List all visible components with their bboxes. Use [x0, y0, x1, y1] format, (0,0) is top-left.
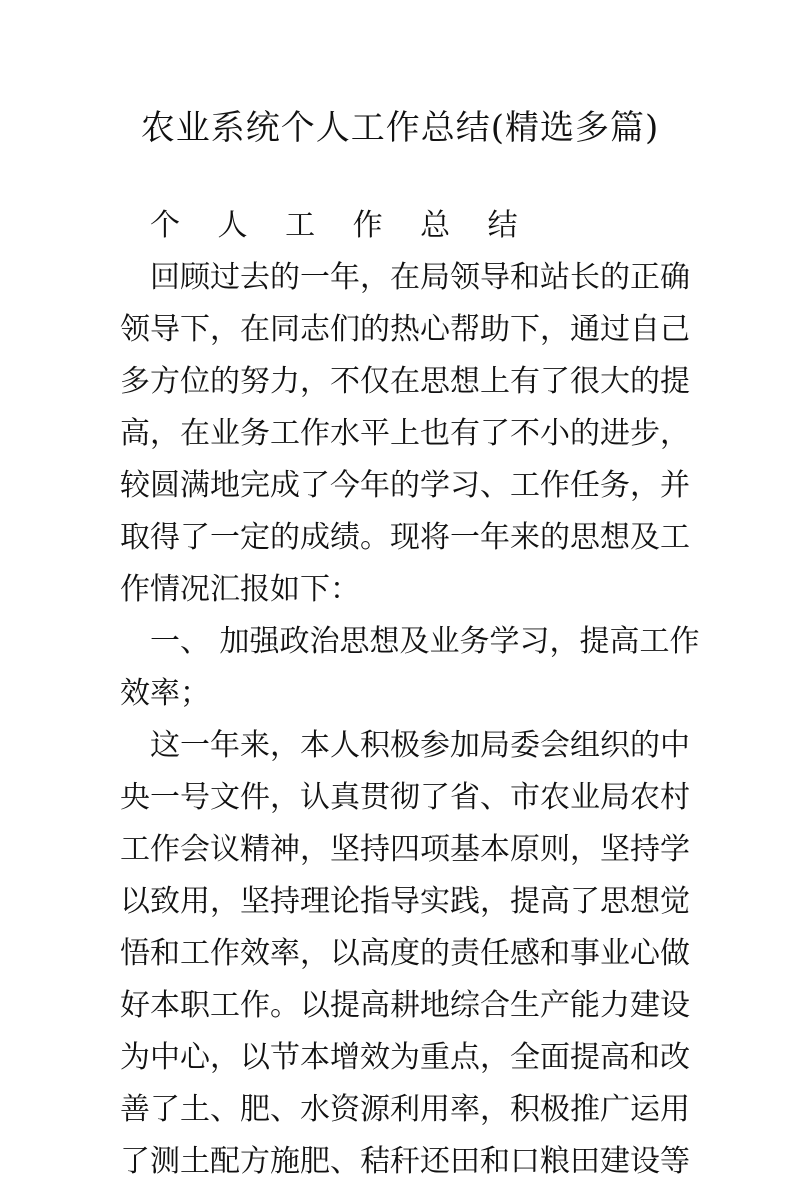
paragraph-line: 领导下，在同志们的热心帮助下，通过自己	[120, 312, 690, 347]
paragraph-line: 较圆满地完成了今年的学习、工作任务，并	[120, 468, 690, 503]
paragraph-line: 悟和工作效率，以高度的责任感和事业心做	[120, 936, 690, 971]
paragraph-line: 了测土配方施肥、秸秆还田和口粮田建设等	[120, 1144, 690, 1179]
paragraph-line: 取得了一定的成绩。现将一年来的思想及工	[120, 520, 690, 555]
paragraph-line: 以致用，坚持理论指导实践，提高了思想觉	[120, 884, 690, 919]
paragraph-line: 高，在业务工作水平上也有了不小的进步，	[120, 416, 690, 451]
paragraph-line: 善了土、肥、水资源利用率，积极推广运用	[120, 1092, 690, 1127]
paragraph-line: 央一号文件，认真贯彻了省、市农业局农村	[120, 780, 690, 815]
paragraph-line: 回顾过去的一年，在局领导和站长的正确	[150, 260, 690, 295]
paragraph-line: 作情况汇报如下：	[120, 572, 360, 607]
paragraph-line: 多方位的努力，不仅在思想上有了很大的提	[120, 364, 690, 399]
paragraph-line: 工作会议精神，坚持四项基本原则，坚持学	[120, 832, 690, 867]
document-title: 农业系统个人工作总结(精选多篇)	[140, 108, 660, 148]
paragraph-line: 这一年来，本人积极参加局委会组织的中	[150, 728, 690, 763]
section-heading-line: 一、 加强政治思想及业务学习，提高工作	[150, 624, 700, 659]
paragraph-line: 为中心，以节本增效为重点，全面提高和改	[120, 1040, 690, 1075]
section-heading-line: 效率；	[120, 676, 210, 711]
section-subheading: 个 人 工 作 总 结	[150, 208, 532, 243]
paragraph-line: 好本职工作。以提高耕地综合生产能力建设	[120, 988, 690, 1023]
document-body	[120, 200, 700, 1188]
